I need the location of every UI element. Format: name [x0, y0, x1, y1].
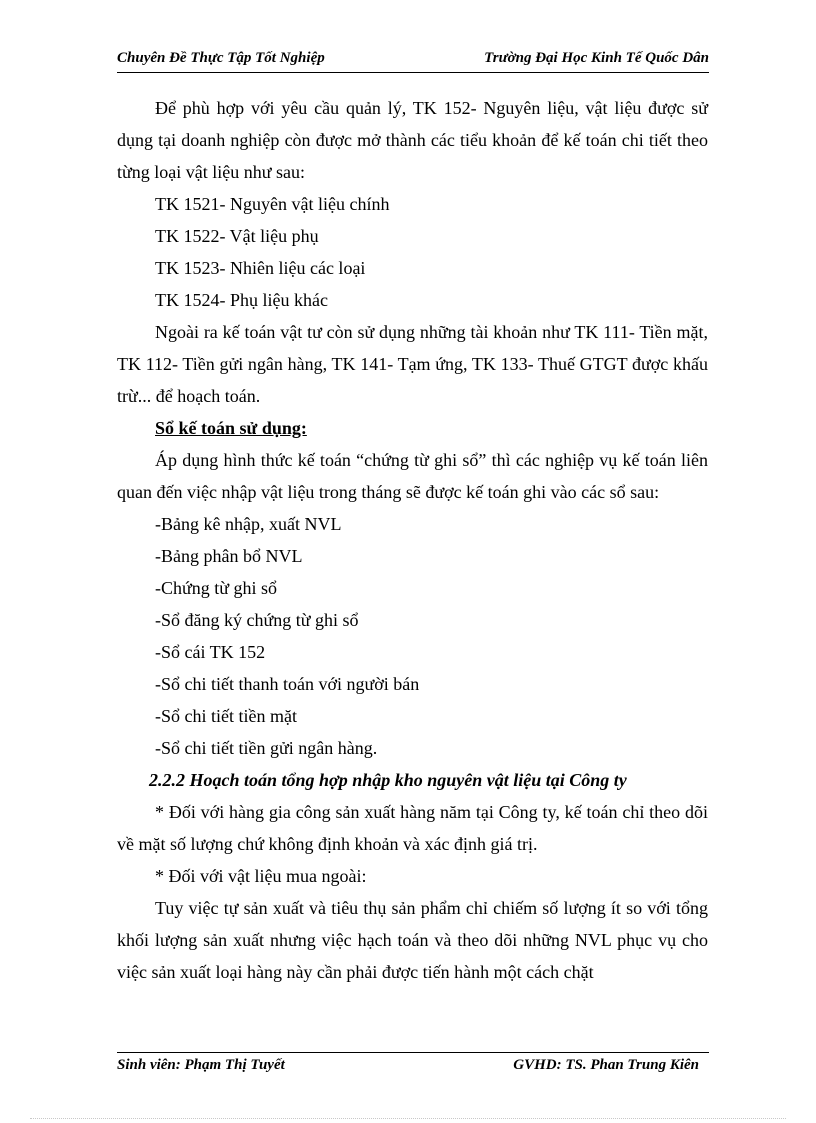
paragraph-books-intro: Áp dụng hình thức kế toán “chứng từ ghi sổ” thì các nghiệp vụ kế toán liên quan đến việc nhập vật liệu trong tháng sẽ được kế toán ghi vào các sổ sau:	[117, 450, 708, 502]
footer-supervisor: GVHD: TS. Phan Trung Kiên	[513, 1057, 699, 1073]
page-edge-divider	[30, 1118, 786, 1119]
footer-student: Sinh viên: Phạm Thị Tuyết	[117, 1057, 285, 1073]
paragraph-purchased: * Đối với vật liệu mua ngoài:	[155, 866, 367, 886]
book-item: -Bảng kê nhập, xuất NVL	[155, 514, 342, 534]
paragraph-other-accounts: Ngoài ra kế toán vật tư còn sử dụng những tài khoản như TK 111- Tiền mặt, TK 112- Tiền gửi ngân hàng, TK 141- Tạm ứng, TK 133- Thuế GTGT được khấu trừ... để hoạch toán.	[117, 322, 708, 406]
paragraph-production: Tuy việc tự sản xuất và tiêu thụ sản phẩm chỉ chiếm số lượng ít so với tổng khối lượng sản xuất nhưng việc hạch toán và theo dõi những NVL phục vụ cho việc sản xuất loại hàng này cần phải được tiến hành một cách chặt	[117, 898, 708, 982]
account-item: TK 1523- Nhiên liệu các loại	[155, 258, 366, 278]
account-item: TK 1524- Phụ liệu khác	[155, 290, 328, 310]
book-item: -Bảng phân bổ NVL	[155, 546, 303, 566]
page-header	[117, 48, 709, 73]
book-item: -Sổ cái TK 152	[155, 642, 266, 662]
header-university: Trường Đại Học Kinh Tế Quốc Dân	[484, 50, 709, 66]
document-body	[117, 92, 708, 988]
subsection-heading: 2.2.2 Hoạch toán tổng hợp nhập kho nguyên vật liệu tại Công ty	[149, 770, 627, 790]
book-item: -Chứng từ ghi sổ	[155, 578, 278, 598]
account-item: TK 1522- Vật liệu phụ	[155, 226, 319, 246]
paragraph-intro: Để phù hợp với yêu cầu quản lý, TK 152- Nguyên liệu, vật liệu được sử dụng tại doanh nghiệp còn được mở thành các tiểu khoản để kế toán chi tiết theo từng loại vật liệu như sau:	[117, 98, 708, 182]
book-item: -Sổ chi tiết tiền gửi ngân hàng.	[155, 738, 378, 758]
book-item: -Sổ chi tiết tiền mặt	[155, 706, 297, 726]
section-heading: Sổ kế toán sử dụng:	[155, 418, 307, 438]
account-item: TK 1521- Nguyên vật liệu chính	[155, 194, 390, 214]
book-item: -Sổ đăng ký chứng từ ghi sổ	[155, 610, 359, 630]
paragraph-processing: * Đối với hàng gia công sản xuất hàng năm tại Công ty, kế toán chỉ theo dõi về mặt số lượng chứ không định khoản và xác định giá trị.	[117, 802, 708, 854]
book-item: -Sổ chi tiết thanh toán với người bán	[155, 674, 420, 694]
page-footer	[117, 1052, 709, 1077]
header-course-title: Chuyên Đề Thực Tập Tốt Nghiệp	[117, 50, 325, 66]
